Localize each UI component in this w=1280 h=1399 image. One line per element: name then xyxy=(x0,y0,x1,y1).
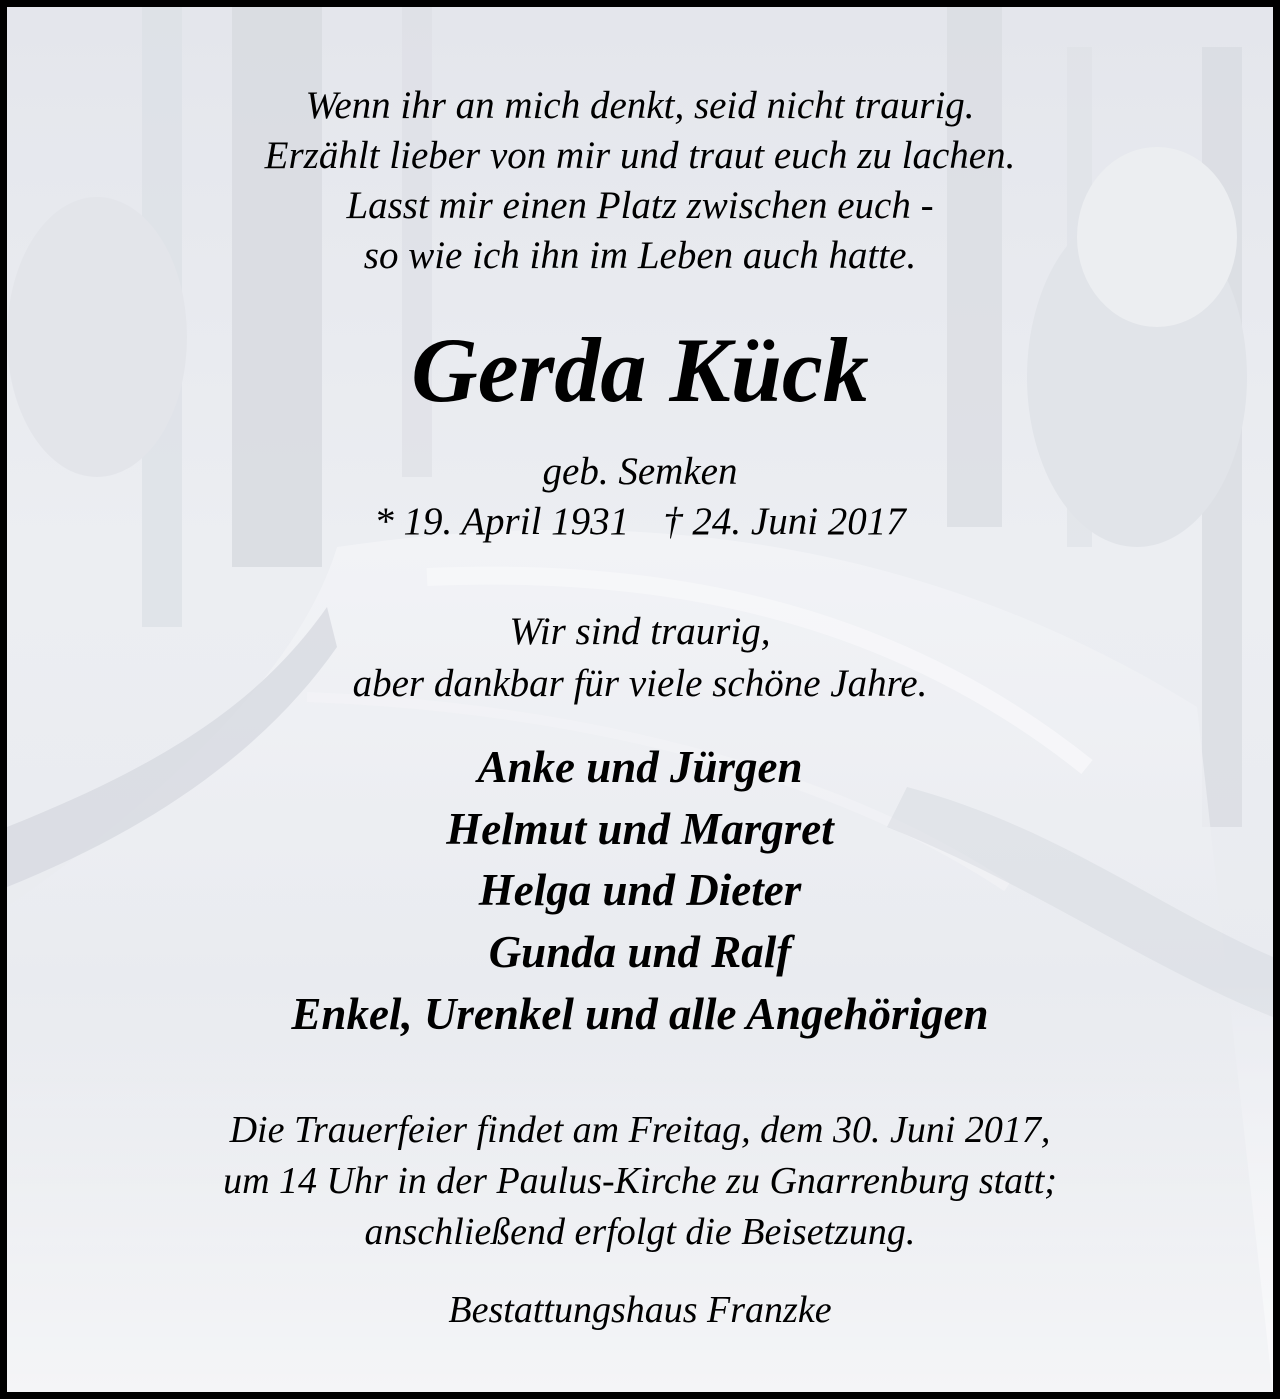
mourner-name: Gunda und Ralf xyxy=(488,927,792,977)
message-line: Wir sind traurig, xyxy=(509,610,771,653)
notice-text xyxy=(7,7,1273,1392)
funeral-info-line: um 14 Uhr in der Paulus-Kirche zu Gnarrenburg statt; xyxy=(223,1160,1057,1202)
poem-line: Erzählt lieber von mir und traut euch zu lachen. xyxy=(264,134,1016,177)
mourner-name: Helmut und Margret xyxy=(446,804,834,854)
undertaker-name: Bestattungshaus Franzke xyxy=(448,1289,832,1331)
poem-line: Wenn ihr an mich denkt, seid nicht traurig. xyxy=(305,84,975,127)
funeral-info-line: Die Trauerfeier findet am Freitag, dem 30. Juni 2017, xyxy=(229,1109,1051,1151)
birth-date: * 19. April 1931 xyxy=(374,500,630,543)
poem-line: so wie ich ihn im Leben auch hatte. xyxy=(363,234,917,277)
deceased-name: Gerda Kück xyxy=(411,319,869,421)
poem-line: Lasst mir einen Platz zwischen euch - xyxy=(346,184,934,227)
death-date: † 24. Juni 2017 xyxy=(663,500,906,543)
mourner-name: Anke und Jürgen xyxy=(477,742,803,792)
mourner-name: Enkel, Urenkel und alle Angehörigen xyxy=(291,989,989,1039)
funeral-info-line: anschließend erfolgt die Beisetzung. xyxy=(364,1211,916,1253)
life-dates xyxy=(7,499,1273,544)
maiden-name: geb. Semken xyxy=(542,450,738,493)
message-line: aber dankbar für viele schöne Jahre. xyxy=(352,662,928,705)
mourner-name: Helga und Dieter xyxy=(478,865,802,915)
